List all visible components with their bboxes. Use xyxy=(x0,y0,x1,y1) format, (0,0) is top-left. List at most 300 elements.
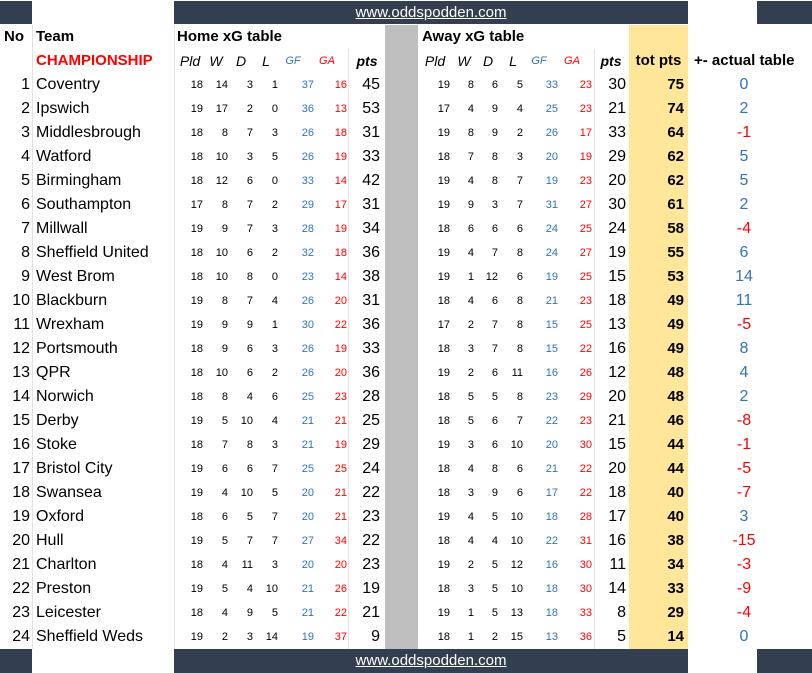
away-ga-cell: 25 xyxy=(579,319,592,331)
actual-table-diff-cell: 5 xyxy=(739,172,749,189)
table-row xyxy=(0,73,812,97)
away-l-cell: 7 xyxy=(516,415,523,427)
total-points-cell: 14 xyxy=(667,628,684,645)
table-row xyxy=(0,361,812,385)
away-pts-cell: 20 xyxy=(608,172,626,189)
away-w-cell: 4 xyxy=(467,511,474,523)
home-ga-header: GA xyxy=(319,55,335,67)
team-name-cell: Bristol City xyxy=(36,460,113,477)
away-ga-cell: 22 xyxy=(579,463,592,475)
away-gf-cell: 21 xyxy=(545,295,558,307)
home-gf-cell: 25 xyxy=(301,463,314,475)
home-ga-cell: 26 xyxy=(334,583,347,595)
away-ga-cell: 33 xyxy=(579,607,592,619)
table-row xyxy=(0,97,812,121)
away-gf-cell: 16 xyxy=(545,367,558,379)
home-d-cell: 3 xyxy=(246,79,253,91)
away-gf-cell: 31 xyxy=(545,199,558,211)
home-d-cell: 5 xyxy=(246,511,253,523)
away-gf-cell: 16 xyxy=(545,559,558,571)
away-d-cell: 7 xyxy=(491,319,498,331)
league-label: CHAMPIONSHIP xyxy=(36,52,153,69)
away-ga-cell: 17 xyxy=(579,127,592,139)
home-w-cell: 5 xyxy=(221,535,228,547)
away-pts-cell: 8 xyxy=(617,604,626,621)
away-gf-cell: 22 xyxy=(545,535,558,547)
home-gf-cell: 33 xyxy=(301,175,314,187)
home-pts-cell: 19 xyxy=(362,580,380,597)
away-pld-cell: 18 xyxy=(437,151,450,163)
home-w-header: W xyxy=(209,53,223,69)
home-gf-cell: 25 xyxy=(301,391,314,403)
header-away-table: Away xG table xyxy=(422,28,525,45)
home-l-cell: 5 xyxy=(271,151,278,163)
actual-table-diff-cell: 14 xyxy=(735,268,753,285)
home-pld-cell: 19 xyxy=(190,583,203,595)
away-pld-cell: 19 xyxy=(437,175,450,187)
home-w-cell: 6 xyxy=(221,511,228,523)
home-gf-cell: 21 xyxy=(301,415,314,427)
away-d-cell: 8 xyxy=(491,151,498,163)
home-pld-cell: 18 xyxy=(190,559,203,571)
actual-table-diff-cell: 0 xyxy=(739,628,749,645)
total-points-cell: 29 xyxy=(667,604,684,621)
table-row xyxy=(0,457,812,481)
away-pld-cell: 19 xyxy=(437,511,450,523)
away-w-cell: 2 xyxy=(467,559,474,571)
home-pld-cell: 18 xyxy=(190,127,203,139)
table-row xyxy=(0,241,812,265)
away-w-cell: 4 xyxy=(467,103,474,115)
home-pts-cell: 22 xyxy=(362,532,380,549)
home-gf-cell: 32 xyxy=(301,247,314,259)
header-actual-diff: +- actual table xyxy=(694,52,795,69)
home-w-cell: 5 xyxy=(221,583,228,595)
home-gf-cell: 26 xyxy=(301,343,314,355)
total-points-cell: 58 xyxy=(667,220,684,237)
away-l-cell: 10 xyxy=(510,535,523,547)
home-pts-cell: 21 xyxy=(362,604,380,621)
away-pts-cell: 18 xyxy=(608,484,626,501)
actual-table-diff-cell: 8 xyxy=(739,340,749,357)
table-row xyxy=(0,145,812,169)
top-bar-left xyxy=(0,1,32,24)
home-d-cell: 11 xyxy=(241,559,253,571)
away-pld-cell: 18 xyxy=(437,223,450,235)
away-pts-cell: 14 xyxy=(608,580,626,597)
team-name-cell: Oxford xyxy=(36,508,85,525)
away-w-cell: 5 xyxy=(467,415,474,427)
away-l-cell: 3 xyxy=(516,151,523,163)
away-pld-cell: 19 xyxy=(437,559,450,571)
actual-table-diff-cell: -15 xyxy=(732,532,756,549)
home-pts-cell: 25 xyxy=(362,412,380,429)
away-w-cell: 7 xyxy=(467,151,474,163)
actual-table-diff-cell: 3 xyxy=(739,508,749,525)
home-gf-cell: 27 xyxy=(301,535,314,547)
team-name-cell: Charlton xyxy=(36,556,97,573)
home-pld-cell: 19 xyxy=(190,223,203,235)
home-pts-cell: 36 xyxy=(362,244,380,261)
away-d-cell: 2 xyxy=(491,631,498,643)
position-cell: 11 xyxy=(13,316,30,333)
home-l-cell: 1 xyxy=(271,319,278,331)
home-l-cell: 7 xyxy=(271,535,278,547)
home-gf-cell: 30 xyxy=(301,319,314,331)
home-pts-cell: 29 xyxy=(362,436,380,453)
away-gf-cell: 20 xyxy=(545,439,558,451)
home-w-cell: 7 xyxy=(221,439,228,451)
away-gf-cell: 18 xyxy=(545,511,558,523)
home-pld-cell: 19 xyxy=(190,103,203,115)
top-bar-right xyxy=(757,1,812,24)
home-d-cell: 3 xyxy=(246,631,253,643)
home-d-cell: 7 xyxy=(246,127,253,139)
away-l-cell: 12 xyxy=(510,559,523,571)
away-l-cell: 8 xyxy=(516,343,523,355)
away-d-cell: 9 xyxy=(491,127,498,139)
away-gf-cell: 26 xyxy=(545,127,558,139)
team-name-cell: Millwall xyxy=(36,220,88,237)
header-team: Team xyxy=(36,28,75,45)
total-points-cell: 74 xyxy=(667,100,684,117)
home-pld-header: Pld xyxy=(179,53,201,69)
home-d-cell: 6 xyxy=(246,247,253,259)
home-d-cell: 9 xyxy=(246,319,253,331)
away-gf-cell: 15 xyxy=(545,319,558,331)
team-name-cell: Hull xyxy=(36,532,64,549)
away-l-cell: 6 xyxy=(516,463,523,475)
home-l-cell: 4 xyxy=(271,415,278,427)
table-row xyxy=(0,217,812,241)
home-w-cell: 6 xyxy=(221,463,228,475)
header-home-table: Home xG table xyxy=(177,28,283,45)
team-name-cell: Derby xyxy=(36,412,79,429)
position-cell: 3 xyxy=(21,124,30,141)
team-name-cell: Stoke xyxy=(36,436,77,453)
header-total-points: tot pts xyxy=(635,52,682,69)
home-gf-cell: 19 xyxy=(301,631,314,643)
away-ga-cell: 23 xyxy=(579,415,592,427)
total-points-cell: 34 xyxy=(667,556,684,573)
away-pts-cell: 17 xyxy=(608,508,626,525)
home-ga-cell: 19 xyxy=(334,439,347,451)
home-gf-cell: 21 xyxy=(301,607,314,619)
position-cell: 21 xyxy=(12,556,30,573)
home-l-cell: 4 xyxy=(271,295,278,307)
home-pld-cell: 19 xyxy=(190,319,203,331)
position-cell: 7 xyxy=(21,220,30,237)
away-gf-cell: 19 xyxy=(545,175,558,187)
away-w-cell: 4 xyxy=(467,295,474,307)
home-pld-cell: 18 xyxy=(190,367,203,379)
total-points-cell: 44 xyxy=(667,436,684,453)
home-pld-cell: 18 xyxy=(190,79,203,91)
actual-table-diff-cell: -9 xyxy=(736,580,752,597)
away-l-cell: 2 xyxy=(516,127,523,139)
home-ga-cell: 34 xyxy=(334,535,347,547)
away-ga-cell: 25 xyxy=(579,271,592,283)
away-pts-cell: 30 xyxy=(608,76,626,93)
away-l-cell: 6 xyxy=(516,487,523,499)
total-points-cell: 48 xyxy=(667,364,684,381)
away-d-cell: 5 xyxy=(491,511,498,523)
away-pts-cell: 20 xyxy=(608,388,626,405)
away-l-cell: 11 xyxy=(511,367,523,379)
total-points-cell: 40 xyxy=(667,508,684,525)
actual-table-diff-cell: 2 xyxy=(739,388,749,405)
away-d-cell: 4 xyxy=(491,535,498,547)
away-pld-cell: 19 xyxy=(437,439,450,451)
home-pld-cell: 18 xyxy=(190,343,203,355)
team-name-cell: Preston xyxy=(36,580,92,597)
home-w-cell: 8 xyxy=(221,199,228,211)
actual-table-diff-cell: 6 xyxy=(739,244,749,261)
home-pld-cell: 18 xyxy=(190,607,203,619)
away-ga-cell: 27 xyxy=(579,247,592,259)
home-pts-cell: 42 xyxy=(362,172,380,189)
total-points-cell: 38 xyxy=(667,532,684,549)
table-row xyxy=(0,121,812,145)
home-pts-cell: 45 xyxy=(362,76,380,93)
team-name-cell: Wrexham xyxy=(36,316,105,333)
team-name-cell: Sheffield United xyxy=(36,244,149,261)
total-points-cell: 53 xyxy=(667,268,684,285)
total-points-cell: 62 xyxy=(667,172,684,189)
home-l-cell: 7 xyxy=(271,463,278,475)
away-d-cell: 7 xyxy=(491,343,498,355)
away-w-cell: 3 xyxy=(467,583,474,595)
home-w-cell: 10 xyxy=(215,271,228,283)
away-pts-cell: 33 xyxy=(608,124,626,141)
away-w-cell: 3 xyxy=(467,343,474,355)
bottom-bar-right xyxy=(757,649,812,673)
home-pld-cell: 18 xyxy=(190,151,203,163)
away-gf-cell: 19 xyxy=(545,271,558,283)
home-ga-cell: 19 xyxy=(334,151,347,163)
actual-table-diff-cell: -7 xyxy=(736,484,752,501)
away-d-cell: 8 xyxy=(491,175,498,187)
away-pts-cell: 12 xyxy=(608,364,626,381)
position-cell: 18 xyxy=(12,484,30,501)
position-cell: 5 xyxy=(21,172,30,189)
home-l-header: L xyxy=(262,53,270,69)
away-d-cell: 8 xyxy=(491,463,498,475)
home-pts-cell: 23 xyxy=(362,556,380,573)
home-ga-cell: 19 xyxy=(334,343,347,355)
home-gf-cell: 28 xyxy=(301,223,314,235)
position-cell: 16 xyxy=(12,436,30,453)
away-pld-cell: 18 xyxy=(437,463,450,475)
home-pld-cell: 19 xyxy=(190,415,203,427)
home-w-cell: 8 xyxy=(221,295,228,307)
team-name-cell: Coventry xyxy=(36,76,101,93)
site-url-top[interactable]: www.oddspodden.com xyxy=(355,4,507,21)
away-pld-cell: 18 xyxy=(437,391,450,403)
home-pld-cell: 18 xyxy=(190,247,203,259)
position-cell: 20 xyxy=(12,532,30,549)
table-row xyxy=(0,625,812,649)
away-pts-cell: 15 xyxy=(608,268,626,285)
home-gf-cell: 26 xyxy=(301,295,314,307)
home-pts-cell: 23 xyxy=(362,508,380,525)
bottom-bar-left xyxy=(0,649,32,673)
away-gf-cell: 24 xyxy=(545,247,558,259)
away-pts-cell: 21 xyxy=(608,100,626,117)
away-ga-cell: 30 xyxy=(579,559,592,571)
away-pld-cell: 19 xyxy=(437,247,450,259)
home-gf-cell: 20 xyxy=(301,487,314,499)
away-d-cell: 12 xyxy=(485,271,498,283)
away-gf-cell: 24 xyxy=(545,223,558,235)
team-name-cell: Birmingham xyxy=(36,172,122,189)
away-d-cell: 3 xyxy=(491,199,498,211)
home-l-cell: 5 xyxy=(271,487,278,499)
table-row xyxy=(0,481,812,505)
away-pld-cell: 19 xyxy=(437,199,450,211)
team-name-cell: Swansea xyxy=(36,484,102,501)
home-l-cell: 0 xyxy=(271,175,278,187)
table-row xyxy=(0,169,812,193)
table-row xyxy=(0,289,812,313)
away-pld-cell: 18 xyxy=(437,583,450,595)
actual-table-diff-cell: 11 xyxy=(735,292,753,309)
away-w-cell: 4 xyxy=(467,175,474,187)
home-l-cell: 1 xyxy=(271,79,278,91)
team-name-cell: Portsmouth xyxy=(36,340,118,357)
home-gf-cell: 20 xyxy=(301,559,314,571)
header-no: No xyxy=(4,28,24,45)
away-l-cell: 6 xyxy=(516,223,523,235)
total-points-cell: 62 xyxy=(667,148,684,165)
team-name-cell: Middlesbrough xyxy=(36,124,141,141)
away-w-cell: 5 xyxy=(467,391,474,403)
away-pts-cell: 13 xyxy=(608,316,626,333)
total-points-cell: 49 xyxy=(667,292,684,309)
away-ga-cell: 31 xyxy=(579,535,592,547)
away-ga-cell: 23 xyxy=(579,295,592,307)
away-l-cell: 7 xyxy=(516,175,523,187)
home-l-cell: 3 xyxy=(271,127,278,139)
away-pld-header: Pld xyxy=(424,53,446,69)
home-d-cell: 8 xyxy=(246,271,253,283)
home-pts-cell: 28 xyxy=(362,388,380,405)
away-d-cell: 6 xyxy=(491,415,498,427)
home-pld-cell: 19 xyxy=(190,295,203,307)
home-w-cell: 12 xyxy=(215,175,228,187)
away-gf-cell: 23 xyxy=(545,391,558,403)
table-row xyxy=(0,601,812,625)
home-pld-cell: 18 xyxy=(190,439,203,451)
away-pts-cell: 20 xyxy=(608,460,626,477)
away-d-cell: 6 xyxy=(491,295,498,307)
away-d-header: D xyxy=(482,53,494,69)
away-l-cell: 15 xyxy=(510,631,523,643)
away-d-cell: 5 xyxy=(491,559,498,571)
home-d-cell: 7 xyxy=(246,199,253,211)
home-ga-cell: 18 xyxy=(334,247,347,259)
home-d-cell: 6 xyxy=(246,343,253,355)
home-gf-cell: 26 xyxy=(301,367,314,379)
away-d-cell: 5 xyxy=(491,391,498,403)
home-ga-cell: 22 xyxy=(334,319,347,331)
home-ga-cell: 37 xyxy=(334,631,347,643)
away-w-cell: 2 xyxy=(467,367,474,379)
table-row xyxy=(0,265,812,289)
table-row xyxy=(0,505,812,529)
home-d-cell: 10 xyxy=(240,487,253,499)
home-pld-cell: 19 xyxy=(190,463,203,475)
table-row xyxy=(0,529,812,553)
actual-table-diff-cell: -8 xyxy=(736,412,752,429)
away-pld-cell: 18 xyxy=(437,631,450,643)
away-l-header: L xyxy=(509,53,517,69)
table-row xyxy=(0,385,812,409)
home-gf-cell: 23 xyxy=(301,271,314,283)
away-w-cell: 4 xyxy=(467,535,474,547)
away-pts-cell: 21 xyxy=(608,412,626,429)
position-cell: 24 xyxy=(12,628,30,645)
away-gf-cell: 15 xyxy=(545,343,558,355)
away-gf-cell: 18 xyxy=(545,607,558,619)
home-l-cell: 6 xyxy=(271,391,278,403)
home-d-cell: 7 xyxy=(246,535,253,547)
actual-table-diff-cell: -5 xyxy=(736,460,752,477)
team-name-cell: Southampton xyxy=(36,196,132,213)
away-gf-cell: 21 xyxy=(545,463,558,475)
home-w-cell: 8 xyxy=(221,127,228,139)
away-l-cell: 8 xyxy=(516,295,523,307)
away-l-cell: 5 xyxy=(516,79,523,91)
team-name-cell: QPR xyxy=(36,364,71,381)
home-w-cell: 10 xyxy=(215,151,228,163)
table-row xyxy=(0,193,812,217)
team-name-cell: Ipswich xyxy=(36,100,90,117)
away-ga-cell: 30 xyxy=(579,583,592,595)
table-row xyxy=(0,337,812,361)
position-cell: 14 xyxy=(12,388,30,405)
home-d-cell: 3 xyxy=(246,151,253,163)
away-ga-cell: 30 xyxy=(579,439,592,451)
away-d-cell: 5 xyxy=(491,607,498,619)
home-pts-cell: 33 xyxy=(362,148,380,165)
away-pts-cell: 16 xyxy=(608,532,626,549)
home-pts-cell: 38 xyxy=(362,268,380,285)
home-pld-cell: 19 xyxy=(190,535,203,547)
actual-table-diff-cell: 5 xyxy=(739,148,749,165)
actual-table-diff-cell: -1 xyxy=(736,124,752,141)
home-d-cell: 9 xyxy=(246,607,253,619)
home-l-cell: 3 xyxy=(271,559,278,571)
position-cell: 23 xyxy=(12,604,30,621)
home-pld-cell: 19 xyxy=(190,487,203,499)
home-w-cell: 2 xyxy=(221,631,228,643)
total-points-cell: 44 xyxy=(667,460,684,477)
away-pts-cell: 29 xyxy=(608,148,626,165)
home-d-cell: 7 xyxy=(246,295,253,307)
home-ga-cell: 17 xyxy=(334,199,347,211)
home-gf-cell: 37 xyxy=(301,79,314,91)
away-pld-cell: 18 xyxy=(437,487,450,499)
away-w-cell: 4 xyxy=(467,247,474,259)
site-url-bottom[interactable]: www.oddspodden.com xyxy=(355,652,507,669)
home-pld-cell: 18 xyxy=(190,175,203,187)
home-ga-cell: 14 xyxy=(334,175,347,187)
away-w-cell: 1 xyxy=(467,607,474,619)
away-gf-cell: 18 xyxy=(545,583,558,595)
position-cell: 19 xyxy=(12,508,30,525)
actual-table-diff-cell: 2 xyxy=(739,196,749,213)
